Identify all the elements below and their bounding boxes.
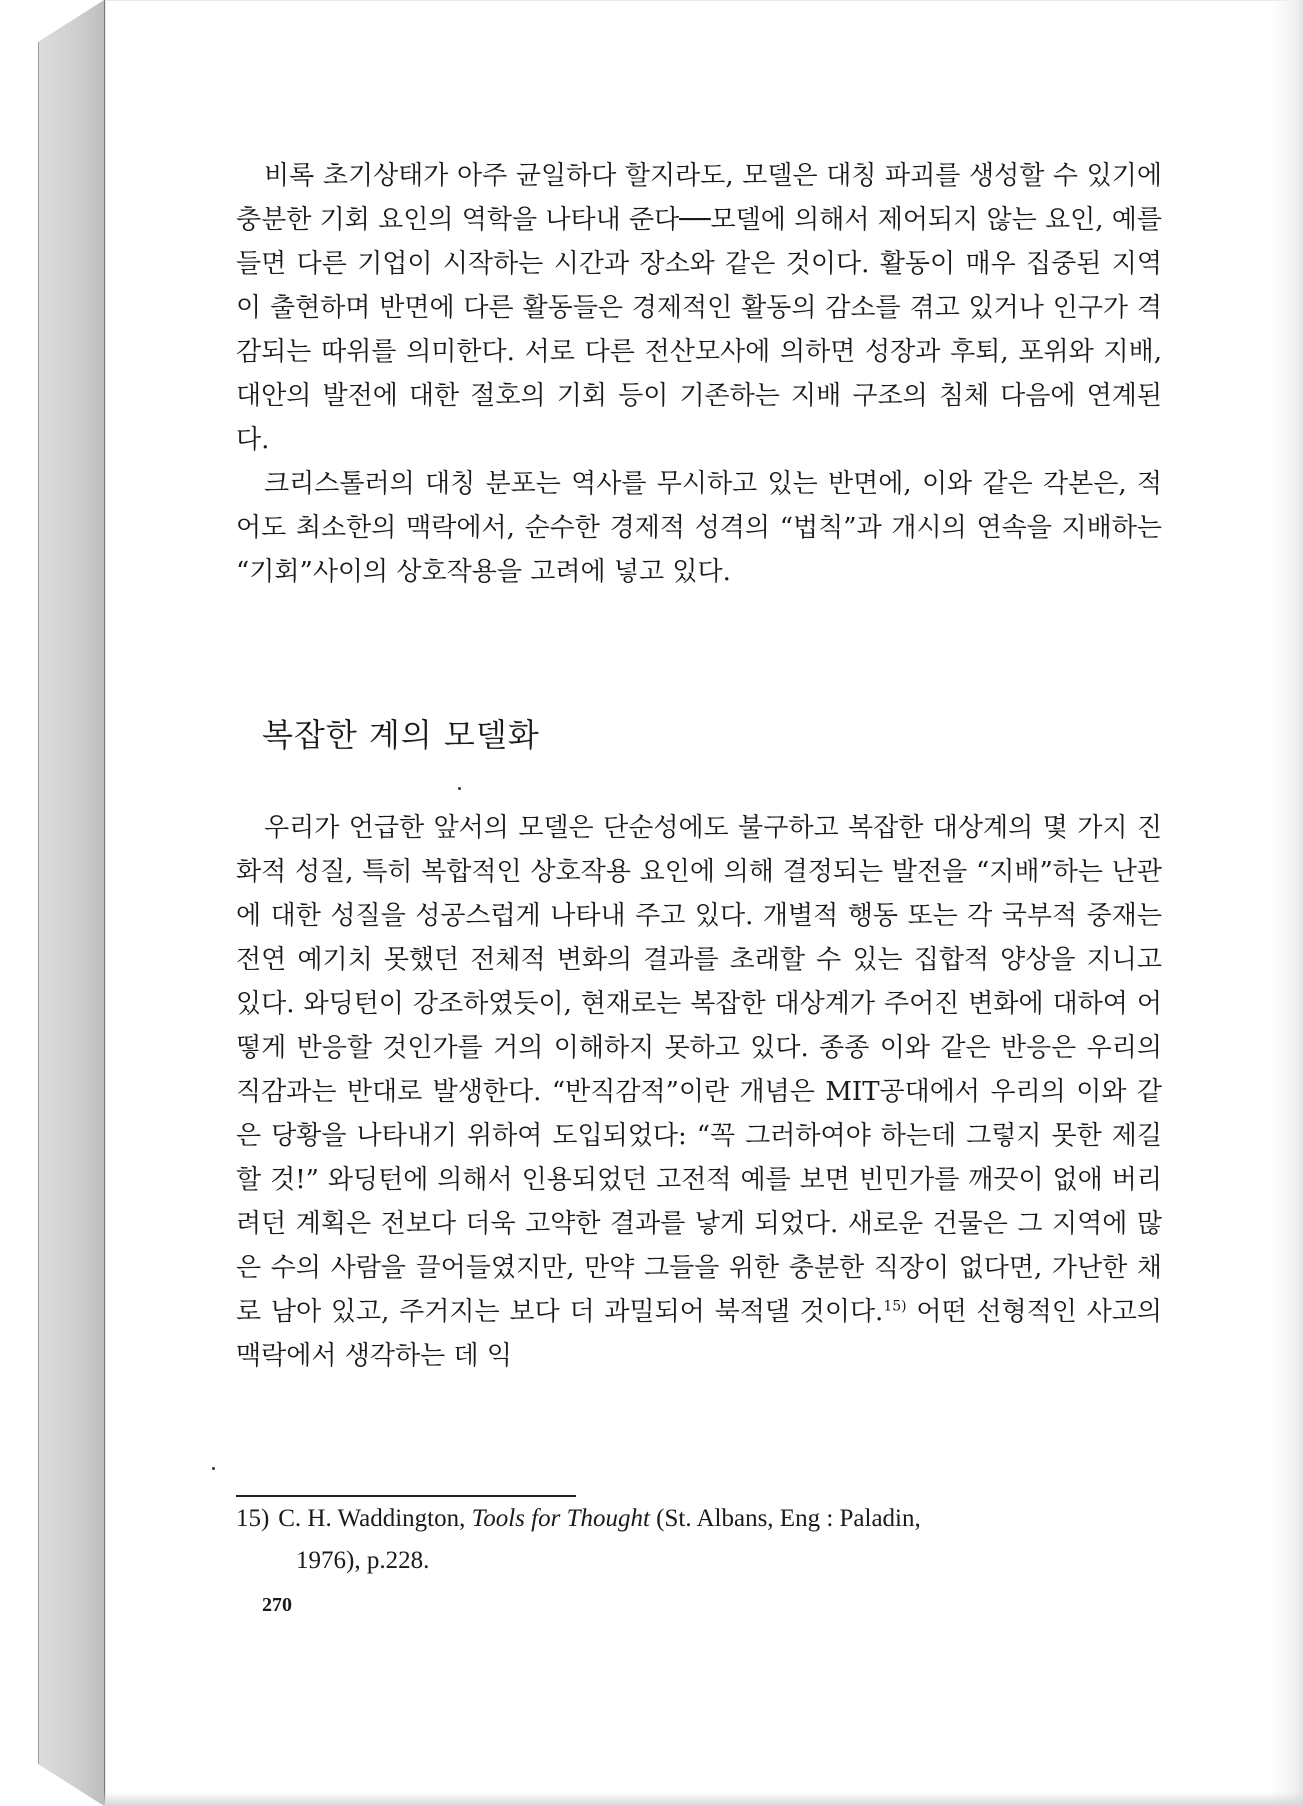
section-heading: 복잡한 계의 모델화 bbox=[262, 716, 540, 754]
paragraph bbox=[236, 806, 1162, 1378]
page-bottom-shadow bbox=[104, 1792, 1303, 1806]
paragraph-text: 우리가 언급한 앞서의 모델은 단순성에도 불구하고 복잡한 대상계의 몇 가지 진화적 성질, 특히 복합적인 상호작용 요인에 의해 결정되는 발전을 “지배”하는 난관에 대한 성질을 성공스럽게 나타내 주고 있다. 개별적 행동 또는 각 국부적 중재는 전연 예기치 못했던 전체적 변화의 결과를 초래할 수 있는 집합적 양상을 지니고 있다. 와딩턴이 강조하였듯이, 현재로는 복잡한 대상계가 주어진 변화에 대하여 어떻게 반응할 것인가를 거의 이해하지 못하고 있다. 종종 이와 같은 반응은 우리의 직감과는 반대로 발생한다. “반직감적”이란 개념은 MIT공대에서 우리의 이와 같은 당황을 나타내기 위하여 도입되었다: “꼭 그러하여야 하는데 그렇지 못한 제길할 것!” 와딩턴에 의해서 인용되었던 고전적 예를 보면 빈민가를 깨끗이 없애 버리려던 계획은 전보다 더욱 고약한 결과를 낳게 되었다. 새로운 건물은 그 지역에 많은 수의 사람을 끌어들였지만, 만약 그들을 위한 충분한 직장이 없다면, 가난한 채로 남아 있고, 주거지는 보다 더 과밀되어 북적댈 것이다. bbox=[236, 813, 1162, 1327]
paragraph-block-1 bbox=[236, 154, 1162, 594]
footnote-number: 15) bbox=[236, 1505, 270, 1532]
footnote-divider bbox=[236, 1495, 576, 1497]
footnote-publisher: (St. Albans, Eng : Paladin, bbox=[656, 1505, 921, 1532]
book-spine bbox=[38, 0, 105, 1806]
footnote-author: C. H. Waddington, bbox=[278, 1505, 466, 1532]
book-spine-edge bbox=[38, 42, 39, 1764]
paragraph-block-2 bbox=[236, 806, 1162, 1378]
footnote-title: Tools for Thought bbox=[471, 1505, 650, 1532]
print-speck bbox=[212, 1467, 215, 1470]
paragraph: 비록 초기상태가 아주 균일하다 할지라도, 모델은 대칭 파괴를 생성할 수 있기에 충분한 기회 요인의 역학을 나타내 준다──모델에 의해서 제어되지 않는 요인, 예를 들면 다른 기업이 시작하는 시간과 장소와 같은 것이다. 활동이 매우 집중된 지역이 출현하며 반면에 다른 활동들은 경제적인 활동의 감소를 겪고 있거나 인구가 격감되는 따위를 의미한다. 서로 다른 전산모사에 의하면 성장과 후퇴, 포위와 지배, 대안의 발전에 대한 절호의 기회 등이 기존하는 지배 구조의 침체 다음에 연계된다. bbox=[236, 161, 1162, 455]
print-speck bbox=[458, 787, 461, 790]
paragraph-text-continued: 어떤 선형적인 사고의 맥락에서 생각하는 데 익 bbox=[236, 1297, 1162, 1371]
page-number: 270 bbox=[262, 1594, 292, 1616]
footnote-reference[interactable]: 15) bbox=[883, 1298, 907, 1315]
footnote bbox=[236, 1498, 1162, 1582]
page-edge-shadow bbox=[1270, 0, 1303, 1806]
footnote-year-page: 1976), p.228. bbox=[296, 1547, 430, 1574]
paragraph: 크리스톨러의 대칭 분포는 역사를 무시하고 있는 반면에, 이와 같은 각본은, 적어도 최소한의 맥락에서, 순수한 경제적 성격의 “법칙”과 개시의 연속을 지배하는 “기회”사이의 상호작용을 고려에 넣고 있다. bbox=[236, 469, 1162, 587]
